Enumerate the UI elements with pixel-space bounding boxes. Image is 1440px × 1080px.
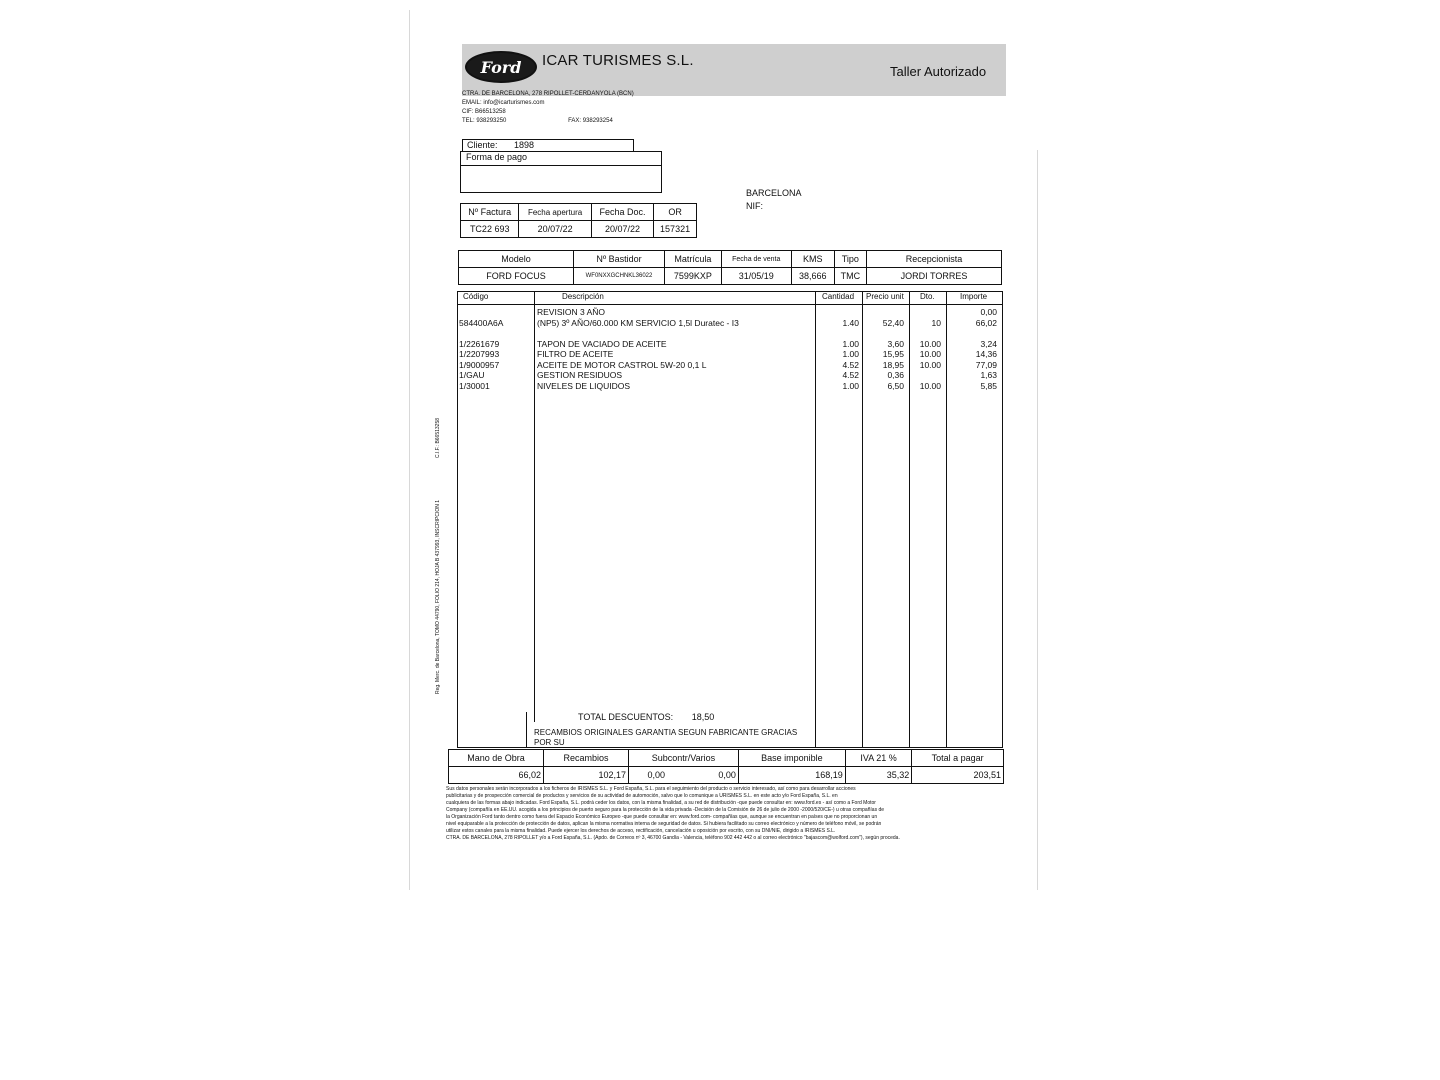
vehicle-kms: 38,666 bbox=[791, 268, 834, 285]
item-qty: 4.52 bbox=[842, 359, 859, 370]
totals-header: Mano de Obra bbox=[449, 750, 544, 767]
item-desc: NIVELES DE LIQUIDOS bbox=[537, 380, 631, 391]
invoice-table bbox=[460, 203, 697, 238]
item-code: 1/30001 bbox=[459, 380, 490, 391]
col-code: Código bbox=[463, 292, 489, 301]
footnote-line: cualquiera de las formas abajo indicadas. Ford España, S.L. podrá ceder los datos, con la misma finalidad, a su red de distribución -que puede consultar en: www.ford.es - así como a Ford Motor bbox=[446, 800, 876, 806]
totals-header: Total a pagar bbox=[912, 750, 1004, 767]
scan-line-left bbox=[409, 10, 410, 890]
vehicle-header: Matrícula bbox=[665, 251, 722, 268]
company-cif: CIF: B66513258 bbox=[462, 109, 506, 115]
item-amount: 77,09 bbox=[975, 359, 997, 370]
footnote-line: publicitarias y de prospección comercial de productos y servicios de su actividad de automoción, salvo que lo comunique a URISMES S.L. en este acto y/o Ford España, S.L. en bbox=[446, 793, 838, 799]
invoice-doc-date: 20/07/22 bbox=[591, 221, 653, 238]
item-price: 0,36 bbox=[887, 370, 904, 380]
item-desc: GESTION RESIDUOS bbox=[537, 370, 623, 380]
item-code: 1/9000957 bbox=[459, 359, 500, 370]
total-parts: 102,17 bbox=[544, 767, 629, 784]
item-price: 3,60 bbox=[887, 338, 904, 349]
item-desc: (NP5) 3º AÑO/60.000 KM SERVICIO 1,5l Duratec - I3 bbox=[537, 317, 739, 328]
item-amount: 14,36 bbox=[975, 349, 997, 359]
vehicle-header: Nº Bastidor bbox=[574, 251, 665, 268]
totals-header: Base imponible bbox=[738, 750, 845, 767]
item-code: 1/2261679 bbox=[459, 338, 500, 349]
totals-header: Subcontr/Varios bbox=[629, 750, 739, 767]
col-price: Precio unit bbox=[866, 292, 904, 301]
invoice-or: 157321 bbox=[654, 221, 697, 238]
company-name: ICAR TURISMES S.L. bbox=[542, 52, 694, 69]
client-box: Cliente: 1898 bbox=[462, 139, 634, 152]
item-price: 6,50 bbox=[887, 380, 904, 391]
total-base: 168,19 bbox=[738, 767, 845, 784]
item-qty: 1.00 bbox=[842, 349, 859, 359]
total-to-pay: 203,51 bbox=[912, 767, 1004, 784]
invoice-open-date: 20/07/22 bbox=[519, 221, 591, 238]
item-disc: 10.00 bbox=[919, 349, 941, 359]
item-price: 18,95 bbox=[882, 359, 904, 370]
vehicle-type: TMC bbox=[834, 268, 866, 285]
item-amount: 0,00 bbox=[980, 307, 997, 317]
invoice-header: OR bbox=[654, 204, 697, 221]
totals-table bbox=[448, 749, 1004, 784]
side-registry: Reg. Merc. de Barcelona, TOMO 44790, FOLIO 214, HOJA B 437993, INSCRIPCION 1 bbox=[435, 499, 441, 694]
col-disc: Dto. bbox=[920, 292, 935, 301]
item-price: 52,40 bbox=[882, 317, 904, 328]
invoice-header: Nº Factura bbox=[461, 204, 519, 221]
item-row bbox=[459, 339, 1000, 350]
item-desc: REVISION 3 AÑO bbox=[537, 307, 606, 317]
item-amount: 5,85 bbox=[980, 380, 997, 391]
item-desc: FILTRO DE ACEITE bbox=[537, 349, 614, 359]
company-phone: TEL: 938293250 FAX: 938293254 bbox=[462, 118, 613, 124]
vehicle-header: KMS bbox=[791, 251, 834, 268]
item-disc: 10.00 bbox=[919, 338, 941, 349]
totals-header: IVA 21 % bbox=[845, 750, 911, 767]
item-disc: 10.00 bbox=[919, 380, 941, 391]
items-header bbox=[460, 292, 1000, 304]
privacy-footnote bbox=[446, 786, 998, 842]
company-address: CTRA. DE BARCELONA, 278 RIPOLLET-CERDANYOLA (BCN) bbox=[462, 91, 634, 97]
item-row bbox=[459, 307, 1000, 318]
footnote-line: la Organización Ford tanto dentro como fuera del Espacio Económico Europeo -que puede consultar en: www.ford.com- compañías que, aunque se encuentran en países que no proporcionan un bbox=[446, 814, 878, 820]
footnote-line: Company (compañía en EE.UU. acogida a los principios de puerto seguro para la protección de la vida privada -Decisión de la Comisión de 26 de julio de 2000 -2000/520/CE-) u otras compañías de bbox=[446, 807, 885, 813]
item-qty: 4.52 bbox=[842, 370, 859, 380]
item-code: 584400A6A bbox=[459, 317, 504, 328]
city-block: BARCELONA NIF: bbox=[746, 188, 802, 211]
vehicle-header: Fecha de venta bbox=[721, 251, 791, 268]
invoice-header: Fecha apertura bbox=[519, 204, 591, 221]
item-price: 15,95 bbox=[882, 349, 904, 359]
invoice-header: Fecha Doc. bbox=[591, 204, 653, 221]
item-row bbox=[459, 370, 1000, 381]
footnote-line: Sus datos personales serán incorporados a los ficheros de IRISMES S.L. y Ford España, S.L. para el seguimiento del producto o servicio interesado, así como para desarrollar acciones bbox=[446, 786, 856, 792]
item-amount: 66,02 bbox=[975, 317, 997, 328]
item-amount: 3,24 bbox=[980, 338, 997, 349]
vehicle-header: Tipo bbox=[834, 251, 866, 268]
item-disc: 10 bbox=[931, 317, 941, 328]
total-subcontr-2: 0,00 bbox=[683, 767, 738, 784]
item-row bbox=[459, 328, 1000, 339]
vehicle-header: Modelo bbox=[459, 251, 574, 268]
total-iva: 35,32 bbox=[845, 767, 911, 784]
item-code: 1/GAU bbox=[459, 370, 485, 380]
footnote-line: nivel equiparable a la protección de protección de datos, aplican la misma normativa interna de seguridad de datos. Si hubiera facilitado su correo electrónico y número de teléfono móvil, se podrán bbox=[446, 821, 882, 827]
col-qty: Cantidad bbox=[822, 292, 855, 301]
totals-header: Recambios bbox=[544, 750, 629, 767]
item-row bbox=[459, 318, 1000, 329]
item-amount: 1,63 bbox=[980, 370, 997, 380]
payment-box: Forma de pago bbox=[460, 151, 662, 193]
total-subcontr-1: 0,00 bbox=[629, 767, 684, 784]
items-body bbox=[459, 307, 1000, 391]
item-row bbox=[459, 360, 1000, 371]
item-row bbox=[459, 349, 1000, 360]
company-info bbox=[462, 90, 634, 126]
col-amount: Importe bbox=[960, 292, 988, 301]
item-qty: 1.00 bbox=[842, 380, 859, 391]
invoice-number: TC22 693 bbox=[461, 221, 519, 238]
item-qty: 1.40 bbox=[842, 317, 859, 328]
vehicle-sale-date: 31/05/19 bbox=[721, 268, 791, 285]
item-disc: 10.00 bbox=[919, 359, 941, 370]
note-text: RECAMBIOS ORIGINALES GARANTIA SEGUN FABRICANTE GRACIAS POR SU bbox=[534, 728, 798, 747]
item-desc: TAPON DE VACIADO DE ACEITE bbox=[537, 338, 667, 349]
vehicle-vin: WF0NXXGCHNKL36022 bbox=[574, 268, 665, 285]
discounts-line: TOTAL DESCUENTOS: 18,50 bbox=[578, 712, 715, 722]
company-email: EMAIL: info@icarturismes.com bbox=[462, 100, 545, 106]
ford-logo bbox=[465, 51, 537, 83]
scan-line-right bbox=[1037, 150, 1038, 890]
total-labour: 66,02 bbox=[449, 767, 544, 784]
item-desc: ACEITE DE MOTOR CASTROL 5W-20 0,1 L bbox=[537, 359, 707, 370]
item-code: 1/2207993 bbox=[459, 349, 500, 359]
footnote-line: utilizar estos canales para la misma finalidad. Puede ejercer los derechos de acceso, rectificación, cancelación u oposición por escrito, con su DNI/NIE, dirigido a IRISMES S.L. bbox=[446, 828, 836, 834]
vehicle-model: FORD FOCUS bbox=[459, 268, 574, 285]
vehicle-header: Recepcionista bbox=[867, 251, 1002, 268]
item-row bbox=[459, 381, 1000, 392]
col-desc: Descripción bbox=[562, 292, 604, 301]
vehicle-receptionist: JORDI TORRES bbox=[867, 268, 1002, 285]
logo-text: Ford bbox=[480, 57, 522, 77]
side-cif: C.I.F.: B66513258 bbox=[435, 417, 441, 458]
taller-autorizado: Taller Autorizado bbox=[890, 64, 987, 79]
vehicle-table bbox=[458, 250, 1002, 285]
item-qty: 1.00 bbox=[842, 338, 859, 349]
footnote-line: CTRA. DE BARCELONA, 278 RIPOLLET y/o a Ford España, S.L. (Apdo. de Correos nº 3, 46700 Gandía - Valencia, teléfono 902 442 442 o al correo electrónico "bajascom@wolford.com"), según proceda. bbox=[446, 835, 900, 841]
vehicle-plate: 7599KXP bbox=[665, 268, 722, 285]
